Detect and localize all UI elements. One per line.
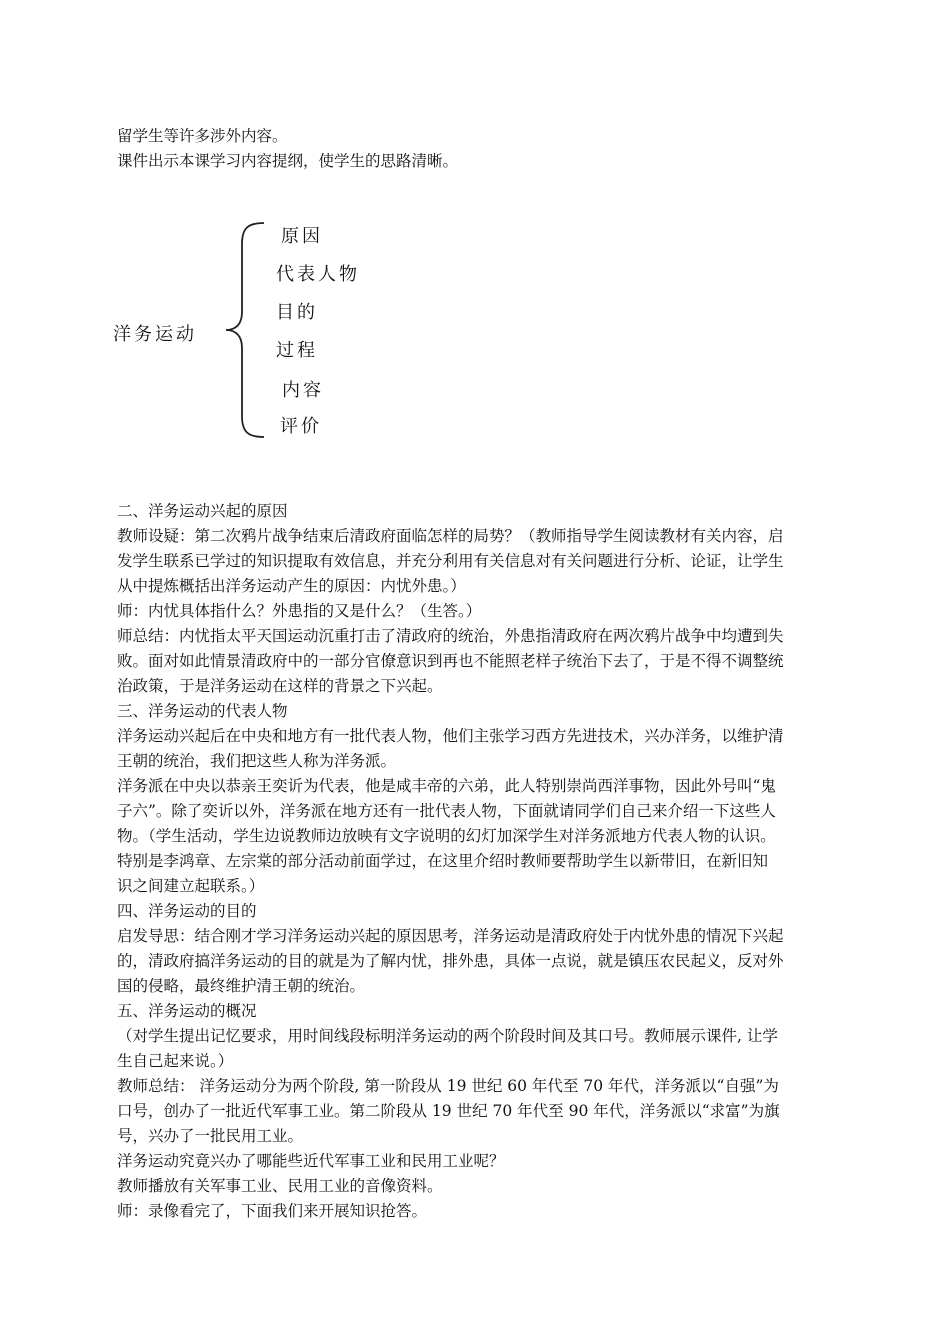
- paragraph-line: 教师播放有关军事工业、民用工业的音像资料。: [117, 1177, 443, 1195]
- paragraph-line: 国的侵略，最终维护清王朝的统治。: [117, 977, 366, 995]
- paragraph-line: 口号，创办了一批近代军事工业。第二阶段从 19 世纪 70 年代至 90 年代，洋务派以“求富”为旗: [117, 1102, 780, 1120]
- outline-item-figures: 代表人物: [276, 264, 360, 285]
- outline-root: 洋务运动: [113, 324, 197, 345]
- paragraph-line: 生自己起来说。）: [117, 1052, 234, 1070]
- outline-item-evaluation: 评价: [280, 416, 322, 437]
- paragraph-line: 从中提炼概括出洋务运动产生的原因：内忧外患。）: [117, 577, 466, 595]
- paragraph-line: 师：内忧具体指什么？外患指的又是什么？（生答。）: [117, 602, 482, 620]
- outline-item-content: 内容: [282, 380, 324, 401]
- section-heading-5: 五、洋务运动的概况: [117, 1002, 257, 1020]
- paragraph-line: 识之间建立起联系。）: [117, 877, 265, 895]
- paragraph-line: （对学生提出记忆要求，用时间线段标明洋务运动的两个阶段时间及其口号。教师展示课件, 让学: [117, 1027, 778, 1045]
- outline-item-cause: 原因: [281, 226, 323, 247]
- intro-line-2: 课件出示本课学习内容提纲，使学生的思路清晰。: [117, 152, 459, 170]
- section-heading-2: 二、洋务运动兴起的原因: [117, 502, 288, 520]
- paragraph-line: 教师设疑：第二次鸦片战争结束后清政府面临怎样的局势？（教师指导学生阅读教材有关内容，启: [117, 527, 784, 545]
- paragraph-line: 的，清政府搞洋务运动的目的就是为了解内忧，排外患，具体一点说，就是镇压农民起义，反对外: [117, 952, 784, 970]
- paragraph-line: 洋务运动兴起后在中央和地方有一批代表人物，他们主张学习西方先进技术，兴办洋务，以维护清: [117, 727, 784, 745]
- paragraph-line: 师：录像看完了，下面我们来开展知识抢答。: [117, 1202, 428, 1220]
- paragraph-line: 发学生联系已学过的知识提取有效信息，并充分利用有关信息对有关问题进行分析、论证，让学生: [117, 552, 784, 570]
- paragraph-line: 王朝的统治，我们把这些人称为洋务派。: [117, 752, 397, 770]
- paragraph-line: 启发导思：结合刚才学习洋务运动兴起的原因思考，洋务运动是清政府处于内忧外患的情况下兴起: [117, 927, 784, 945]
- paragraph-line: 治政策，于是洋务运动在这样的背景之下兴起。: [117, 677, 443, 695]
- paragraph-line: 败。面对如此情景清政府中的一部分官僚意识到再也不能照老样子统治下去了，于是不得不调整统: [117, 652, 784, 670]
- paragraph-line: 洋务运动究竟兴办了哪能些近代军事工业和民用工业呢？: [117, 1152, 505, 1170]
- paragraph-line: 子六”。除了奕䜣以外，洋务派在地方还有一批代表人物，下面就请同学们自己来介绍一下这些人: [117, 802, 776, 820]
- paragraph-line: 教师总结： 洋务运动分为两个阶段, 第一阶段从 19 世纪 60 年代至 70 年代，洋务派以“自强”为: [117, 1077, 779, 1095]
- paragraph-line: 物。（学生活动，学生边说教师边放映有文字说明的幻灯加深学生对洋务派地方代表人物的认识。: [117, 827, 776, 845]
- outline-item-process: 过程: [276, 340, 318, 361]
- section-heading-3: 三、洋务运动的代表人物: [117, 702, 288, 720]
- paragraph-line: 特别是李鸿章、左宗棠的部分活动前面学过，在这里介绍时教师要帮助学生以新带旧，在新旧知: [117, 852, 769, 870]
- paragraph-line: 师总结：内忧指太平天国运动沉重打击了清政府的统治，外患指清政府在两次鸦片战争中均遭到失: [117, 627, 784, 645]
- brace-icon: [220, 220, 270, 440]
- section-heading-4: 四、洋务运动的目的: [117, 902, 257, 920]
- outline-item-purpose: 目的: [276, 302, 318, 323]
- paragraph-line: 洋务派在中央以恭亲王奕䜣为代表，他是咸丰帝的六弟，此人特别崇尚西洋事物，因此外号叫“鬼: [117, 777, 776, 795]
- intro-line-1: 留学生等许多涉外内容。: [117, 127, 288, 145]
- paragraph-line: 号，兴办了一批民用工业。: [117, 1127, 304, 1145]
